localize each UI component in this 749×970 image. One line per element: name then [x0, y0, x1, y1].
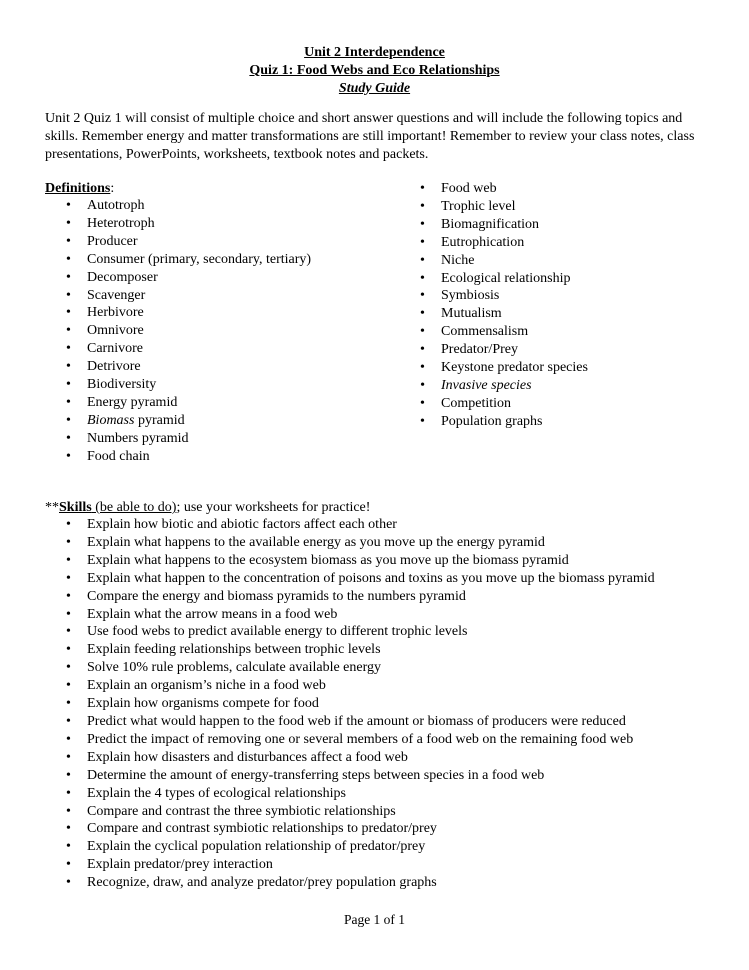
list-item: • Keystone predator species: [420, 359, 588, 377]
list-item: • Explain what happens to the available energy as you move up the energy pyramid: [66, 534, 655, 552]
list-item: • Carnivore: [66, 340, 311, 358]
list-item: • Biomagnification: [420, 216, 588, 234]
list-item: • Explain how organisms compete for food: [66, 695, 655, 713]
intro-paragraph: Unit 2 Quiz 1 will consist of multiple choice and short answer questions and will include the following topics and skills. Remember energy and matter transformations are still important! Remember to review your class notes, class presentations, PowerPoints, worksheets, textbook notes and packets.: [45, 111, 695, 162]
definitions-heading: [45, 180, 114, 198]
list-item-invasive-species: • Invasive species: [420, 377, 588, 395]
list-item: • Explain feeding relationships between trophic levels: [66, 641, 655, 659]
page-number: Page 1 of 1: [343, 912, 406, 927]
list-item: • Explain how disasters and disturbances affect a food web: [66, 749, 655, 767]
list-item: • Decomposer: [66, 269, 311, 287]
list-item: • Symbiosis: [420, 287, 588, 305]
list-item: • Commensalism: [420, 323, 588, 341]
list-item: • Explain what happens to the ecosystem biomass as you move up the biomass pyramid: [66, 552, 655, 570]
list-item: • Explain an organism’s niche in a food web: [66, 677, 655, 695]
list-item: • Mutualism: [420, 305, 588, 323]
list-item: • Biodiversity: [66, 376, 311, 394]
document-header: [0, 44, 749, 98]
list-item: • Energy pyramid: [66, 394, 311, 412]
list-item: • Population graphs: [420, 413, 588, 431]
definitions-colon: :: [110, 181, 115, 196]
list-item: • Explain predator/prey interaction: [66, 856, 655, 874]
list-item-biomass-pyramid: [66, 412, 311, 430]
list-item: • Heterotroph: [66, 215, 311, 233]
list-item: • Detrivore: [66, 358, 311, 376]
biomass-italic: Biomass: [87, 412, 135, 428]
list-item: • Numbers pyramid: [66, 430, 311, 448]
definitions-right-list: [420, 180, 588, 431]
list-item: • Herbivore: [66, 304, 311, 322]
list-item: • Compare the energy and biomass pyramids to the numbers pyramid: [66, 588, 655, 606]
skills-rest: ; use your worksheets for practice!: [176, 500, 371, 515]
list-item: • Explain what the arrow means in a food web: [66, 606, 655, 624]
biomass-rest: pyramid: [134, 412, 185, 428]
skills-note: (be able to do): [91, 500, 177, 515]
list-item: • Autotroph: [66, 197, 311, 215]
list-item: • Predator/Prey: [420, 341, 588, 359]
list-item: • Explain the 4 types of ecological relationships: [66, 785, 655, 803]
list-item: • Recognize, draw, and analyze predator/prey population graphs: [66, 874, 655, 892]
list-item: • Compare and contrast the three symbiotic relationships: [66, 803, 655, 821]
list-item: • Scavenger: [66, 287, 311, 305]
list-item: • Predict the impact of removing one or several members of a food web on the remaining food web: [66, 731, 655, 749]
skills-stars: **: [45, 500, 59, 515]
list-item: • Trophic level: [420, 198, 588, 216]
list-item: • Competition: [420, 395, 588, 413]
definitions-left-list: [66, 197, 311, 466]
list-item: • Explain what happen to the concentration of poisons and toxins as you move up the biomass pyramid: [66, 570, 655, 588]
list-item: • Producer: [66, 233, 311, 251]
list-item: • Predict what would happen to the food web if the amount or biomass of producers were reduced: [66, 713, 655, 731]
list-item: • Solve 10% rule problems, calculate available energy: [66, 659, 655, 677]
quiz-title: Quiz 1: Food Webs and Eco Relationships: [249, 62, 500, 78]
list-item: • Food web: [420, 180, 588, 198]
list-item: • Omnivore: [66, 322, 311, 340]
list-item: • Eutrophication: [420, 234, 588, 252]
list-item: • Explain the cyclical population relationship of predator/prey: [66, 838, 655, 856]
list-item: • Ecological relationship: [420, 270, 588, 288]
definitions-label: Definitions: [45, 181, 111, 196]
skills-list: [66, 516, 655, 892]
skills-label: Skills: [59, 500, 92, 515]
list-item: • Food chain: [66, 448, 311, 466]
unit-title: Unit 2 Interdependence: [304, 45, 445, 60]
list-item: • Use food webs to predict available energy to different trophic levels: [66, 623, 655, 641]
list-item: • Compare and contrast symbiotic relationships to predator/prey: [66, 820, 655, 838]
list-item: • Consumer (primary, secondary, tertiary): [66, 251, 311, 269]
study-guide-title: Study Guide: [338, 80, 411, 96]
list-item: • Niche: [420, 252, 588, 270]
skills-heading: [45, 499, 370, 517]
list-item: • Explain how biotic and abiotic factors affect each other: [66, 516, 655, 534]
list-item: • Determine the amount of energy-transferring steps between species in a food web: [66, 767, 655, 785]
